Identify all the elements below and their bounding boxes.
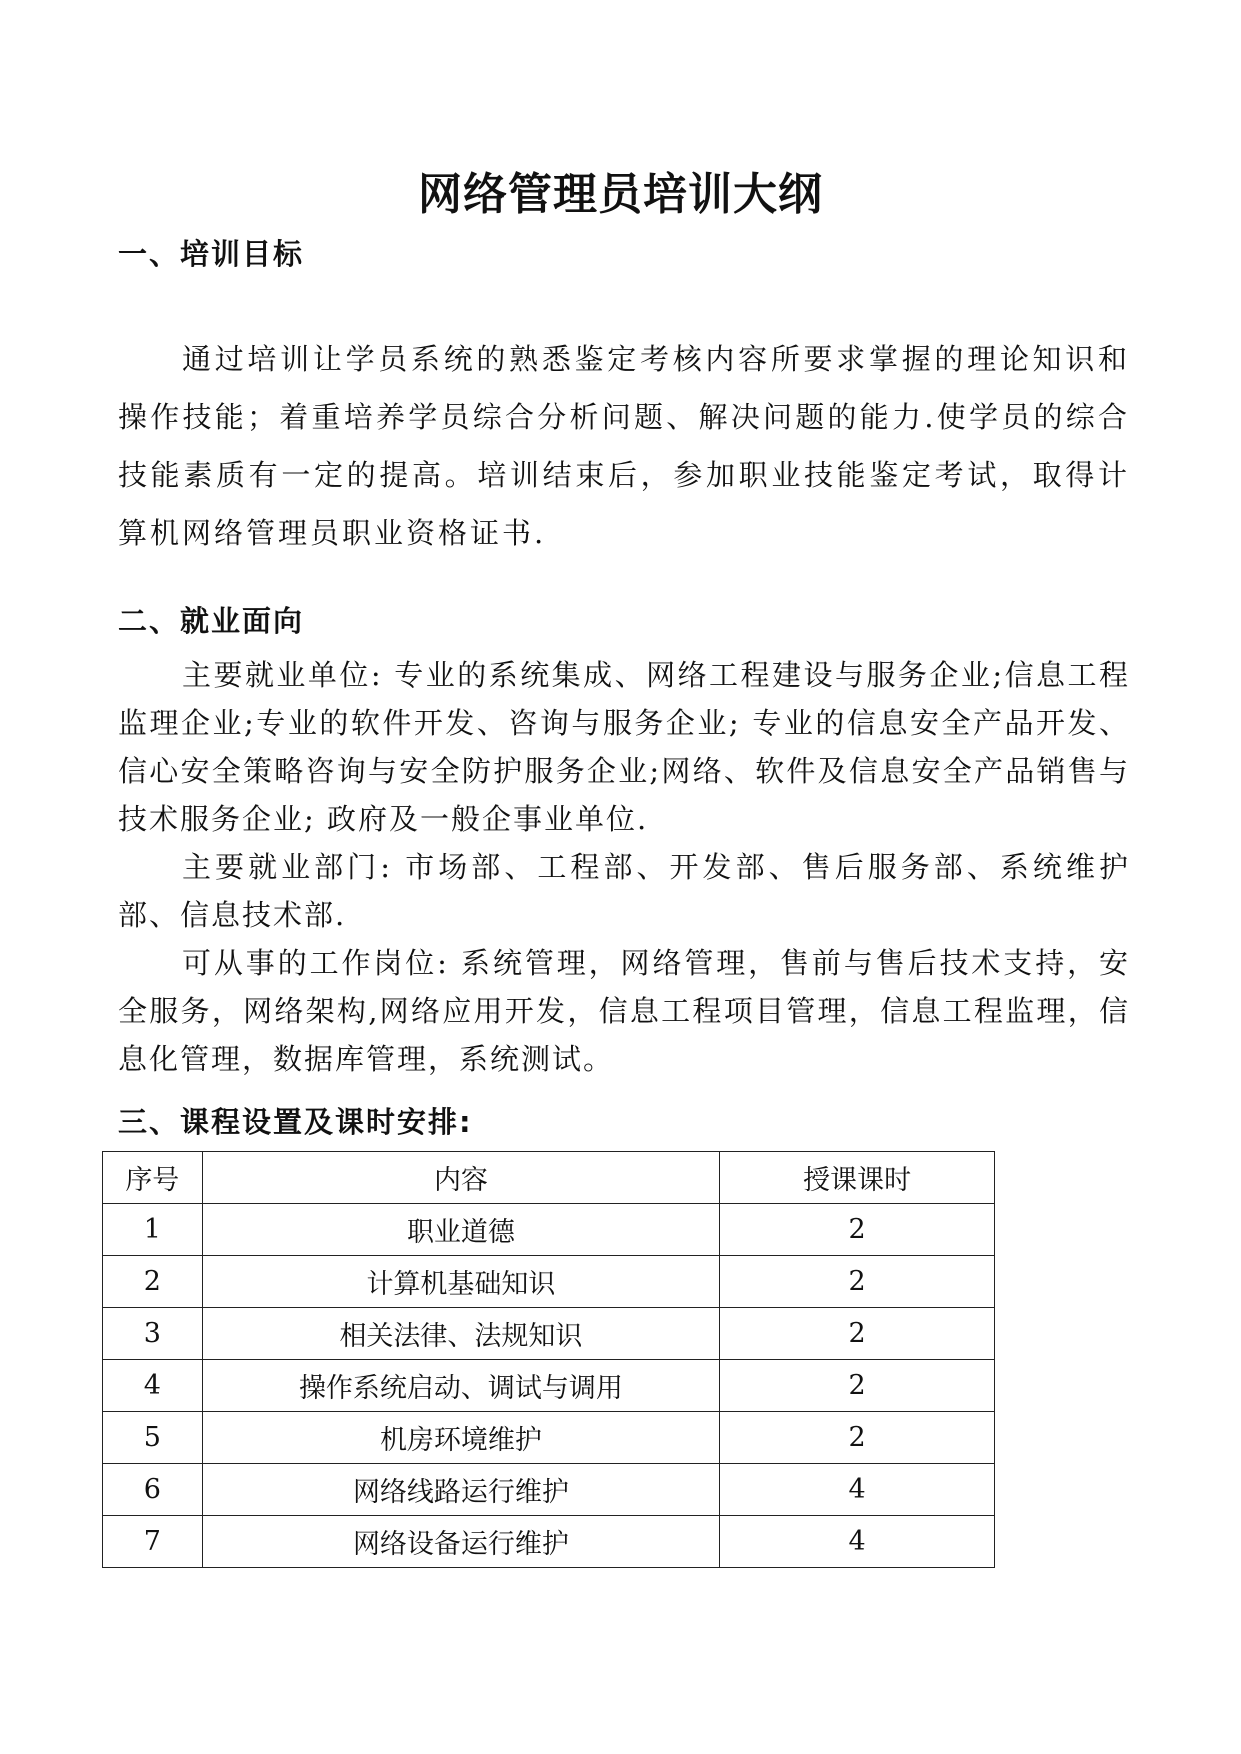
table-row: [103, 1464, 995, 1516]
cell-number: 4: [103, 1360, 203, 1412]
cell-hours: 2: [720, 1412, 995, 1464]
goal-paragraph: 通过培训让学员系统的熟悉鉴定考核内容所要求掌握的理论知识和操作技能；着重培养学员综合分析问题、解决问题的能力.使学员的综合技能素质有一定的提高。培训结束后，参加职业技能鉴定考试，取得计算机网络管理员职业资格证书.: [118, 342, 1130, 550]
employment-units-paragraph: 主要就业单位: 专业的系统集成、网络工程建设与服务企业;信息工程监理企业;专业的软件开发、咨询与服务企业; 专业的信息安全产品开发、信心安全策略咨询与安全防护服务企业;网络、软件及信息安全产品销售与技术服务企业; 政府及一般企事业单位.: [118, 658, 1130, 836]
cell-hours: 2: [720, 1360, 995, 1412]
cell-hours: 2: [720, 1308, 995, 1360]
employment-departments-paragraph: 主要就业部门: 市场部、工程部、开发部、售后服务部、系统维护部、信息技术部.: [118, 850, 1130, 932]
cell-hours: 2: [720, 1256, 995, 1308]
section-heading-goal: 一、培训目标: [118, 237, 305, 271]
cell-number: 2: [103, 1256, 203, 1308]
cell-content: 计算机基础知识: [202, 1256, 720, 1308]
cell-content: 操作系统启动、调试与调用: [202, 1360, 720, 1412]
employment-positions-paragraph: 可从事的工作岗位: 系统管理，网络管理，售前与售后技术支持，安全服务，网络架构,网络应用开发，信息工程项目管理，信息工程监理，信息化管理，数据库管理，系统测试。: [118, 946, 1130, 1076]
cell-number: 6: [103, 1464, 203, 1516]
cell-hours: 4: [720, 1464, 995, 1516]
column-header-content: 内容: [202, 1152, 720, 1204]
course-table: [102, 1151, 995, 1568]
cell-content: 机房环境维护: [202, 1412, 720, 1464]
table-row: [103, 1204, 995, 1256]
table-row: [103, 1412, 995, 1464]
table-header-row: [103, 1152, 995, 1204]
cell-content: 网络线路运行维护: [202, 1464, 720, 1516]
table-row: [103, 1256, 995, 1308]
page-title: 网络管理员培训大纲: [418, 169, 823, 220]
table-row: [103, 1516, 995, 1568]
section-heading-employment: 二、就业面向: [118, 604, 305, 638]
cell-content: 网络设备运行维护: [202, 1516, 720, 1568]
cell-content: 相关法律、法规知识: [202, 1308, 720, 1360]
cell-number: 1: [103, 1204, 203, 1256]
cell-hours: 4: [720, 1516, 995, 1568]
table-row: [103, 1360, 995, 1412]
column-header-hours: 授课课时: [720, 1152, 995, 1204]
cell-content: 职业道德: [202, 1204, 720, 1256]
cell-number: 7: [103, 1516, 203, 1568]
cell-number: 5: [103, 1412, 203, 1464]
column-header-number: 序号: [103, 1152, 203, 1204]
table-row: [103, 1308, 995, 1360]
section-heading-courses: 三、课程设置及课时安排:: [118, 1105, 473, 1139]
cell-hours: 2: [720, 1204, 995, 1256]
cell-number: 3: [103, 1308, 203, 1360]
